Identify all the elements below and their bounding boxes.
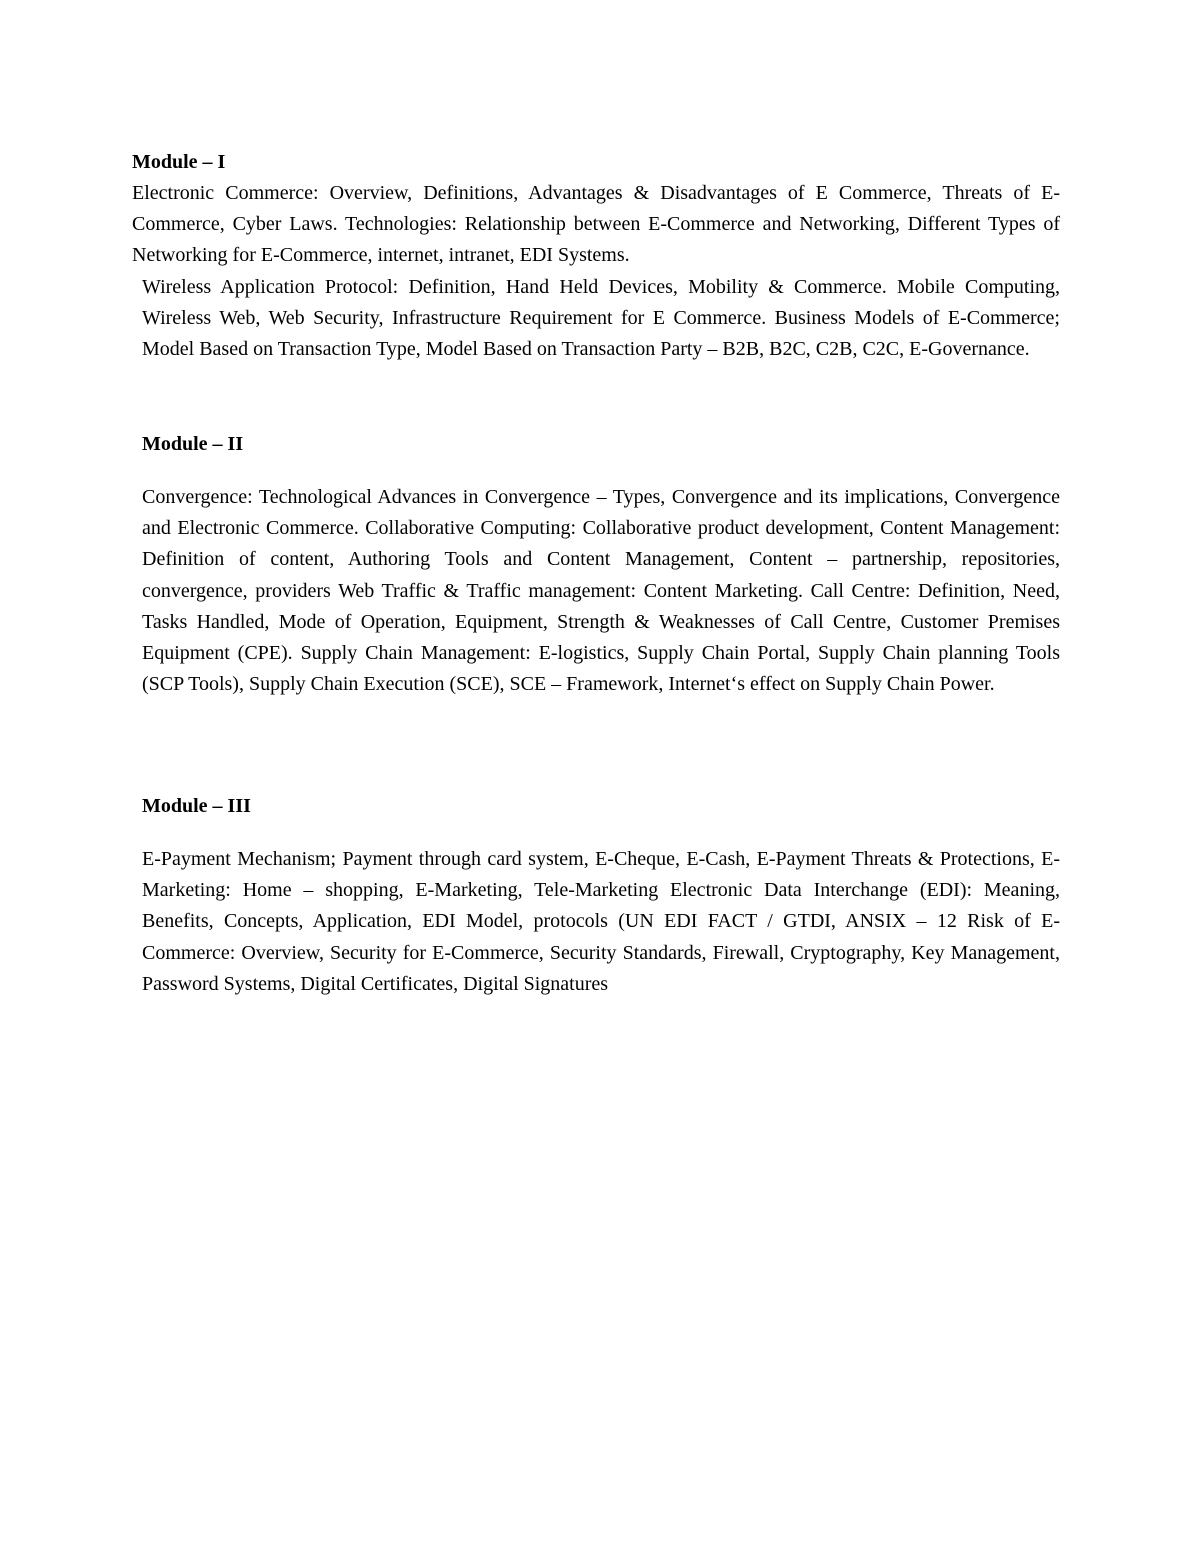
module-2-heading: Module – II (142, 433, 244, 455)
module-1-paragraph-2: Wireless Application Protocol: Definition, Hand Held Devices, Mobility & Commerce. Mobile Computing, Wireless Web, Web Security, Infrastructure Requirement for E Commerce. Business Models of E-Commerce; Model Based on Transaction Type, Model Based on Transaction Party – B2B, B2C, C2B, C2C, E-Governance. (142, 276, 1060, 361)
module-3-paragraph: E-Payment Mechanism; Payment through card system, E-Cheque, E-Cash, E-Payment Threats & Protections, E-Marketing: Home – shopping, E-Marketing, Tele-Marketing Electronic Data Interchange (EDI): Meaning, Benefits, Concepts, Application, EDI Model, protocols (UN EDI FACT / GTDI, ANSIX – 12 Risk of E-Commerce: Overview, Security for E-Commerce, Security Standards, Firewall, Cryptography, Key Management, Password Systems, Digital Certificates, Digital Signatures (142, 848, 1060, 995)
module-2-paragraph: Convergence: Technological Advances in Convergence – Types, Convergence and its implications, Convergence and Electronic Commerce. Collaborative Computing: Collaborative product development, Content Management: Definition of content, Authoring Tools and Content Management, Content – partnership, repositories, convergence, providers Web Traffic & Traffic management: Content Marketing. Call Centre: Definition, Need, Tasks Handled, Mode of Operation, Equipment, Strength & Weaknesses of Call Centre, Customer Premises Equipment (CPE). Supply Chain Management: E-logistics, Supply Chain Portal, Supply Chain planning Tools (SCP Tools), Supply Chain Execution (SCE), SCE – Framework, Internet‘s effect on Supply Chain Power. (142, 486, 1060, 696)
module-3-heading: Module – III (142, 795, 251, 817)
module-1-paragraph-1: Electronic Commerce: Overview, Definitions, Advantages & Disadvantages of E Commerce, Threats of E-Commerce, Cyber Laws. Technologies: Relationship between E-Commerce and Networking, Different Types of Networking for E-Commerce, internet, intranet, EDI Systems. (132, 182, 1060, 267)
module-1-heading: Module – I (132, 151, 226, 173)
